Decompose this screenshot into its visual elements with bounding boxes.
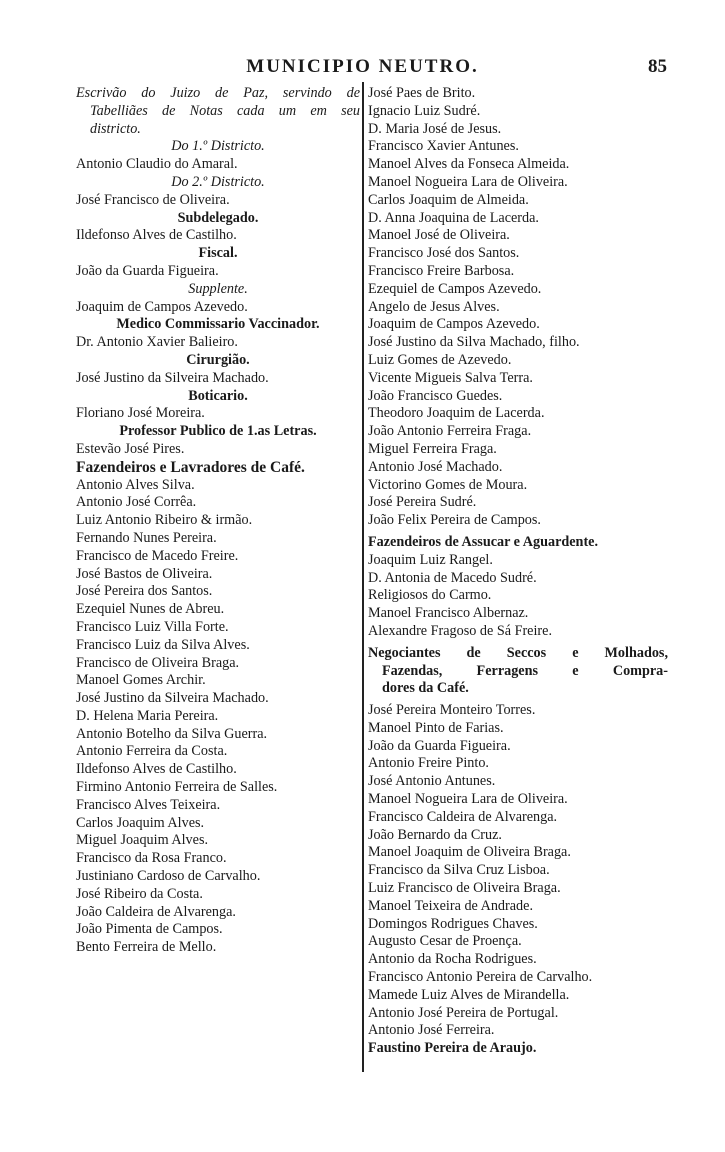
list-item: José Antonio Antunes. <box>368 773 496 790</box>
fiscal-name: João da Guarda Figueira. <box>76 262 219 279</box>
list-item: Luiz Gomes de Azevedo. <box>368 351 512 368</box>
list-item: Vicente Migueis Salva Terra. <box>368 369 533 386</box>
list-item: Manoel Alves da Fonseca Almeida. <box>368 156 570 173</box>
list-item: Domingos Rodrigues Chaves. <box>368 915 538 932</box>
list-item: Antonio Ferreira da Costa. <box>76 743 228 760</box>
professor-name: Estevão José Pires. <box>76 440 185 457</box>
page-number: 85 <box>648 56 667 77</box>
medico-name: Dr. Antonio Xavier Balieiro. <box>76 334 238 351</box>
list-item: Antonio José Pereira de Portugal. <box>368 1004 559 1021</box>
list-item: Francisco José dos Santos. <box>368 245 520 262</box>
list-item: Francisco de Oliveira Braga. <box>76 654 240 671</box>
list-item: Angelo de Jesus Alves. <box>368 298 500 315</box>
list-item: Theodoro Joaquim de Lacerda. <box>368 405 545 422</box>
page-title: MUNICIPIO NEUTRO. <box>246 56 479 77</box>
escrivao-line-1: Escrivão do Juizo de Paz, servindo de <box>76 85 360 101</box>
list-item: Joaquim Luiz Rangel. <box>368 551 493 568</box>
list-item: João Antonio Ferreira Fraga. <box>368 423 532 440</box>
list-item: Antonio da Rocha Rodrigues. <box>368 951 537 968</box>
list-item: D. Antonia de Macedo Sudré. <box>368 569 537 586</box>
distrito2-name: José Francisco de Oliveira. <box>76 191 230 208</box>
list-item: Antonio Alves Silva. <box>76 476 195 493</box>
subdelegado-heading: Subdelegado. <box>177 209 259 226</box>
list-item: Alexandre Fragoso de Sá Freire. <box>368 622 552 639</box>
list-item: Francisco de Macedo Freire. <box>76 547 239 564</box>
list-item: Manoel José de Oliveira. <box>368 227 510 244</box>
column-divider <box>362 82 364 1072</box>
distrito2-heading: Do 2.º Districto. <box>171 173 265 190</box>
list-item: José Justino da Silva Machado, filho. <box>368 334 580 351</box>
fazendeiros-heading: Fazendeiros e Lavradores de Café. <box>76 458 305 476</box>
list-item: Faustino Pereira de Araujo. <box>368 1040 537 1057</box>
list-item: Francisco da Rosa Franco. <box>76 850 227 867</box>
list-item: D. Helena Maria Pereira. <box>76 707 219 724</box>
list-item: José Justino da Silveira Machado. <box>76 690 269 707</box>
list-item: Ildefonso Alves de Castilho. <box>76 761 237 778</box>
list-item: Francisco da Silva Cruz Lisboa. <box>368 862 550 879</box>
fiscal-heading: Fiscal. <box>198 245 238 262</box>
list-item: Manoel Nogueira Lara de Oliveira. <box>368 173 568 190</box>
right-column <box>368 85 668 1058</box>
list-item: Manoel Joaquim de Oliveira Braga. <box>368 844 571 861</box>
list-item: Victorino Gomes de Moura. <box>368 476 528 493</box>
list-item: José Pereira dos Santos. <box>76 583 213 600</box>
list-item: Firmino Antonio Ferreira de Salles. <box>76 779 278 796</box>
list-item: José Ribeiro da Costa. <box>76 885 203 902</box>
list-item: João Felix Pereira de Campos. <box>368 512 541 529</box>
list-item: Antonio José Corrêa. <box>76 494 197 511</box>
boticario-name: Floriano José Moreira. <box>76 405 205 422</box>
boticario-heading: Boticario. <box>188 387 248 404</box>
list-item: Ezequiel Nunes de Abreu. <box>76 601 225 618</box>
left-column <box>76 85 360 957</box>
list-item: Ezequiel de Campos Azevedo. <box>368 280 542 297</box>
list-item: Manoel Pinto de Farias. <box>368 719 504 736</box>
list-item: José Pereira Monteiro Torres. <box>368 702 536 719</box>
list-item: José Bastos de Oliveira. <box>76 565 213 582</box>
list-item: Luiz Francisco de Oliveira Braga. <box>368 880 561 897</box>
cirurgiao-name: José Justino da Silveira Machado. <box>76 369 269 386</box>
fazendeiros-list <box>76 477 360 958</box>
subdelegado-name: Ildefonso Alves de Castilho. <box>76 227 237 244</box>
list-item: Francisco Luiz Villa Forte. <box>76 618 229 635</box>
list-item: José Paes de Brito. <box>368 85 476 101</box>
list-item: Antonio José Ferreira. <box>368 1022 495 1039</box>
list-item: Francisco Freire Barbosa. <box>368 262 515 279</box>
list-item: Justiniano Cardoso de Carvalho. <box>76 868 261 885</box>
supplente-name: Joaquim de Campos Azevedo. <box>76 298 248 315</box>
list-item: João da Guarda Figueira. <box>368 737 511 754</box>
page-header <box>0 52 725 82</box>
escrivao-line-2: Tabelliães de Notas cada um em seu <box>90 102 360 119</box>
list-item: Ignacio Luiz Sudré. <box>368 102 481 119</box>
list-item: Manoel Teixeira de Andrade. <box>368 897 533 914</box>
medico-heading: Medico Commissario Vaccinador. <box>116 316 320 333</box>
list-item: Religiosos do Carmo. <box>368 587 492 604</box>
list-item: Francisco Antonio Pereira de Carvalho. <box>368 969 593 986</box>
negociantes-heading-line-2: Fazendas, Ferragens e Compra- <box>382 662 668 679</box>
list-item: Manoel Gomes Archir. <box>76 672 206 689</box>
list-item: Antonio Botelho da Silva Guerra. <box>76 725 268 742</box>
fazendeiros-cont-list <box>368 85 668 530</box>
list-item: Francisco Alves Teixeira. <box>76 796 221 813</box>
list-item: Miguel Joaquim Alves. <box>76 832 209 849</box>
cirurgiao-heading: Cirurgião. <box>186 351 250 368</box>
supplente-heading: Supplente. <box>188 280 248 297</box>
list-item: Antonio José Machado. <box>368 458 503 475</box>
list-item: Carlos Joaquim de Almeida. <box>368 191 529 208</box>
list-item: Manoel Francisco Albernaz. <box>368 605 529 622</box>
escrivao-line-3: districto. <box>90 120 141 137</box>
list-item: Carlos Joaquim Alves. <box>76 814 205 831</box>
list-item: João Francisco Guedes. <box>368 387 503 404</box>
negociantes-heading-line-3: dores da Café. <box>382 680 469 697</box>
list-item: José Pereira Sudré. <box>368 494 477 511</box>
list-item: Luiz Antonio Ribeiro & irmão. <box>76 512 253 529</box>
list-item: Joaquim de Campos Azevedo. <box>368 316 540 333</box>
list-item: D. Anna Joaquina de Lacerda. <box>368 209 539 226</box>
list-item: D. Maria José de Jesus. <box>368 120 502 137</box>
list-item: Francisco Luiz da Silva Alves. <box>76 636 250 653</box>
professor-heading: Professor Publico de 1.as Letras. <box>119 423 317 440</box>
assucar-list <box>368 552 668 641</box>
negociantes-list <box>368 702 668 1058</box>
list-item: Francisco Caldeira de Alvarenga. <box>368 808 558 825</box>
list-item: Mamede Luiz Alves de Mirandella. <box>368 986 570 1003</box>
list-item: João Bernardo da Cruz. <box>368 826 502 843</box>
assucar-heading: Fazendeiros de Assucar e Aguardente. <box>368 533 599 550</box>
list-item: Bento Ferreira de Mello. <box>76 939 217 956</box>
list-item: João Pimenta de Campos. <box>76 921 223 938</box>
list-item: Miguel Ferreira Fraga. <box>368 440 497 457</box>
negociantes-heading-line-1: Negociantes de Seccos e Molhados, <box>368 644 668 661</box>
distrito1-name: Antonio Claudio do Amaral. <box>76 156 238 173</box>
distrito1-heading: Do 1.º Districto. <box>171 138 265 155</box>
list-item: Antonio Freire Pinto. <box>368 755 489 772</box>
list-item: Fernando Nunes Pereira. <box>76 529 217 546</box>
list-item: Francisco Xavier Antunes. <box>368 138 519 155</box>
list-item: João Caldeira de Alvarenga. <box>76 903 236 920</box>
list-item: Augusto Cesar de Proença. <box>368 933 522 950</box>
list-item: Manoel Nogueira Lara de Oliveira. <box>368 791 568 808</box>
